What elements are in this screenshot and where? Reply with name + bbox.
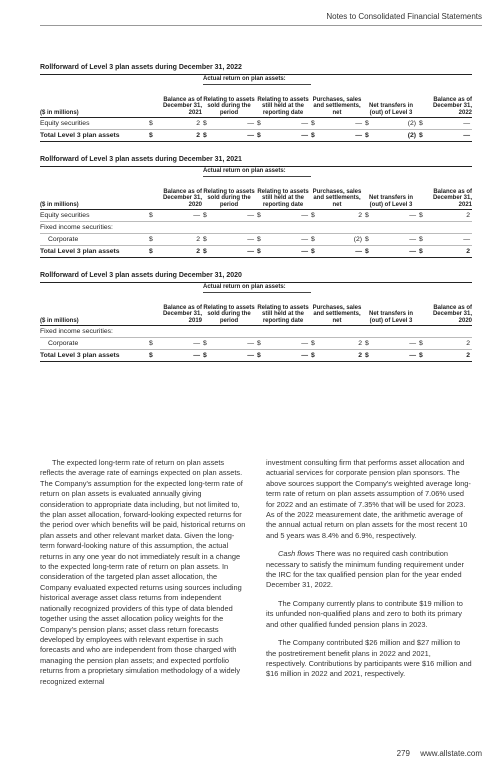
paragraph-planned-contributions: The Company currently plans to contribute $19 million to its unfunded non-qualified plans and zero to both its primary and other qualified funded pension plans in 2023. <box>266 598 463 629</box>
cell-value: — <box>409 236 416 243</box>
value-cell <box>202 212 256 219</box>
value-cell <box>310 120 364 127</box>
value-cell <box>148 352 202 359</box>
currency-symbol: $ <box>311 212 315 219</box>
column-header: Relating to assets sold during the period <box>203 96 255 116</box>
value-cell <box>364 340 418 347</box>
currency-symbol: $ <box>203 340 207 347</box>
currency-symbol: $ <box>419 236 423 243</box>
column-header: Balance as of December 31, 2019 <box>162 304 202 324</box>
value-cell <box>148 340 202 347</box>
currency-symbol: $ <box>149 340 153 347</box>
currency-symbol: $ <box>149 236 153 243</box>
currency-symbol: $ <box>419 132 423 139</box>
cell-value: — <box>301 212 308 219</box>
units-label: ($ in millions) <box>40 317 79 324</box>
group-header-label: Actual return on plan assets: <box>203 76 286 82</box>
cell-value: 2 <box>466 248 470 255</box>
cell-value: 2 <box>358 352 362 359</box>
currency-symbol: $ <box>365 236 369 243</box>
column-header-row <box>40 85 472 118</box>
cell-value: — <box>247 132 254 139</box>
cell-value: — <box>355 120 362 127</box>
cell-value: 2 <box>466 340 470 347</box>
currency-symbol: $ <box>365 120 369 127</box>
cell-value: — <box>247 212 254 219</box>
page-footer <box>389 749 482 758</box>
cell-value: — <box>301 352 308 359</box>
paragraph-expected-return: The expected long-term rate of return on plan assets reflects the average rate of earnings expected on plan assets. The Company’s assumption for the expected long-term rate of return on plan assets is evaluated annually giving consideration to appropriate data including, but not limited to, the plan asset allocation, forward-looking expected returns for the period over which benefits will be paid, historical returns on plan assets and other relevant market data. Given the long-term forward-looking nature of this assumption, the actual returns in any one year do not immediately result in a change to the expected long-term rate of return on plan assets. In consideration of the targeted plan asset allocation, the Company evaluated expected returns using sources including historical average asset class returns from independent nationally recognized providers of this type of data blended together using the asset allocation policy weights for the Company’s pension plans; asset class return forecasts developed by employees with relevant expertise in such forecasts and who are independent from those charged with managing the pension plan assets; and expected portfolio returns from a proprietary simulation methodology of a widely recognized external <box>40 458 246 686</box>
table-title: Rollforward of Level 3 plan assets during December 31, 2020 <box>40 270 472 283</box>
value-cell <box>310 340 364 347</box>
group-header-label: Actual return on plan assets: <box>203 168 286 174</box>
row-label: Equity securities <box>40 212 90 219</box>
value-cell <box>418 352 472 359</box>
value-cell <box>202 120 256 127</box>
table-row <box>40 326 472 338</box>
value-cell <box>256 340 310 347</box>
paragraph-postretirement-contributions: The Company contributed $26 million and $27 million to the postretirement benefit plans in 2022 and 2021, respectively. Contributions by participants were $16 million and $16 million in 2022 and 2021, respectively. <box>266 638 472 679</box>
cell-value: — <box>193 212 200 219</box>
cell-value: — <box>193 340 200 347</box>
cell-value: — <box>247 352 254 359</box>
currency-symbol: $ <box>257 120 261 127</box>
value-cell <box>202 132 256 139</box>
row-label: Total Level 3 plan assets <box>40 352 120 359</box>
units-label: ($ in millions) <box>40 201 79 208</box>
currency-symbol: $ <box>365 212 369 219</box>
value-cell <box>256 212 310 219</box>
currency-symbol: $ <box>203 132 207 139</box>
column-header: Balance as of December 31, 2021 <box>432 188 472 208</box>
column-header: Net transfers in (out) of Level 3 <box>368 311 413 324</box>
cell-value: 2 <box>358 340 362 347</box>
table-title: Rollforward of Level 3 plan assets during December 31, 2021 <box>40 154 472 167</box>
group-header-rule <box>203 84 311 85</box>
cell-value: — <box>301 340 308 347</box>
currency-symbol: $ <box>203 236 207 243</box>
cell-value: — <box>247 120 254 127</box>
total-row <box>40 246 472 258</box>
currency-symbol: $ <box>365 340 369 347</box>
table-row <box>40 118 472 130</box>
value-cell <box>364 120 418 127</box>
column-header: Relating to assets still held at the reporting date <box>257 304 309 324</box>
currency-symbol: $ <box>257 340 261 347</box>
value-cell <box>310 212 364 219</box>
currency-symbol: $ <box>257 212 261 219</box>
column-header: Relating to assets sold during the period <box>203 304 255 324</box>
cell-value: — <box>409 248 416 255</box>
currency-symbol: $ <box>311 120 315 127</box>
row-label: Total Level 3 plan assets <box>40 132 120 139</box>
value-cell <box>364 352 418 359</box>
cell-value: — <box>301 132 308 139</box>
cell-value: — <box>301 236 308 243</box>
cell-value: 2 <box>466 212 470 219</box>
value-cell <box>256 120 310 127</box>
column-header: Balance as of December 31, 2020 <box>162 188 202 208</box>
group-header-row <box>40 167 472 177</box>
currency-symbol: $ <box>419 120 423 127</box>
footer-site-link[interactable]: www.allstate.com <box>420 749 482 758</box>
cell-value: 2 <box>196 120 200 127</box>
currency-symbol: $ <box>203 248 207 255</box>
currency-symbol: $ <box>149 132 153 139</box>
value-cell <box>418 340 472 347</box>
paragraph-consulting-firm: investment consulting firm that performs asset allocation and actuarial services for corporate pension plan sponsors. The above sources support the Company’s weighted average long-term rate of return on plan assets assumption of 7.06% used for 2022 and an estimate of 7.35% that will be used for 2023. As of the 2022 measurement date, the arithmetic average of the annual actual return on plan assets for the most recent 10 and 5 years was 8.4% and 6.9%, respectively. <box>266 458 471 540</box>
value-cell <box>148 236 202 243</box>
cell-value: — <box>355 248 362 255</box>
currency-symbol: $ <box>203 352 207 359</box>
paragraph-cash-flows <box>266 549 472 591</box>
currency-symbol: $ <box>419 248 423 255</box>
cell-value: — <box>301 248 308 255</box>
cash-flows-heading: Cash flows <box>278 549 315 559</box>
cell-value: — <box>409 340 416 347</box>
group-header-rule <box>203 292 311 293</box>
total-row <box>40 130 472 142</box>
group-header-row <box>40 75 472 85</box>
value-cell <box>202 236 256 243</box>
value-cell <box>202 352 256 359</box>
value-cell <box>256 132 310 139</box>
currency-symbol: $ <box>365 132 369 139</box>
value-cell <box>364 212 418 219</box>
group-header-label: Actual return on plan assets: <box>203 284 286 290</box>
column-header: Balance as of December 31, 2021 <box>162 96 202 116</box>
currency-symbol: $ <box>419 212 423 219</box>
group-header-rule <box>203 176 311 177</box>
cell-value: 2 <box>196 248 200 255</box>
cell-value: — <box>463 120 470 127</box>
cell-value: 2 <box>466 352 470 359</box>
value-cell <box>418 132 472 139</box>
column-header: Balance as of December 31, 2022 <box>432 96 472 116</box>
column-header: Balance as of December 31, 2020 <box>432 304 472 324</box>
value-cell <box>364 236 418 243</box>
value-cell <box>148 120 202 127</box>
currency-symbol: $ <box>149 352 153 359</box>
value-cell <box>256 248 310 255</box>
cell-value: 2 <box>358 212 362 219</box>
column-header: Relating to assets still held at the reporting date <box>257 96 309 116</box>
row-label: Corporate <box>48 340 79 347</box>
currency-symbol: $ <box>311 132 315 139</box>
cell-value: (2) <box>407 120 416 127</box>
currency-symbol: $ <box>365 248 369 255</box>
page-header-title: Notes to Consolidated Financial Statements <box>326 12 482 21</box>
row-label: Total Level 3 plan assets <box>40 248 120 255</box>
cell-value: — <box>193 352 200 359</box>
currency-symbol: $ <box>311 340 315 347</box>
value-cell <box>310 248 364 255</box>
currency-symbol: $ <box>149 248 153 255</box>
currency-symbol: $ <box>311 352 315 359</box>
value-cell <box>310 132 364 139</box>
cell-value: (2) <box>353 236 362 243</box>
table-title: Rollforward of Level 3 plan assets during December 31, 2022 <box>40 62 472 75</box>
row-label: Fixed income securities: <box>40 328 113 335</box>
column-header-row <box>40 293 472 326</box>
column-header: Net transfers in (out) of Level 3 <box>368 103 413 116</box>
page-number: 279 <box>396 749 410 758</box>
currency-symbol: $ <box>365 352 369 359</box>
total-row <box>40 350 472 362</box>
column-header: Relating to assets still held at the reporting date <box>257 188 309 208</box>
value-cell <box>148 132 202 139</box>
table-row <box>40 234 472 246</box>
group-header-row <box>40 283 472 293</box>
table-row <box>40 222 472 234</box>
rollforward-table <box>40 154 472 258</box>
currency-symbol: $ <box>257 236 261 243</box>
row-label: Equity securities <box>40 120 90 127</box>
value-cell <box>310 236 364 243</box>
header-rule <box>40 25 482 26</box>
table-row <box>40 338 472 350</box>
currency-symbol: $ <box>203 212 207 219</box>
cell-value: — <box>409 212 416 219</box>
cell-value: — <box>355 132 362 139</box>
currency-symbol: $ <box>257 248 261 255</box>
cell-value: 2 <box>196 236 200 243</box>
value-cell <box>202 248 256 255</box>
cell-value: — <box>247 236 254 243</box>
value-cell <box>310 352 364 359</box>
cell-value: — <box>247 248 254 255</box>
column-header: Net transfers in (out) of Level 3 <box>368 195 413 208</box>
body-left-column <box>40 458 246 695</box>
cell-value: — <box>463 236 470 243</box>
column-header: Purchases, sales and settlements, net <box>312 96 362 116</box>
currency-symbol: $ <box>203 120 207 127</box>
value-cell <box>418 236 472 243</box>
table-row <box>40 210 472 222</box>
column-header: Relating to assets sold during the period <box>203 188 255 208</box>
currency-symbol: $ <box>311 236 315 243</box>
value-cell <box>364 132 418 139</box>
cell-value: — <box>463 132 470 139</box>
value-cell <box>364 248 418 255</box>
currency-symbol: $ <box>419 340 423 347</box>
cash-flows-text: There was no required cash contribution necessary to satisfy the minimum funding requirement under the IRC for the tax qualified pension plan for the year ended December 31, 2022. <box>266 549 464 590</box>
currency-symbol: $ <box>149 120 153 127</box>
currency-symbol: $ <box>149 212 153 219</box>
column-header: Purchases, sales and settlements, net <box>312 188 362 208</box>
rollforward-table <box>40 270 472 362</box>
row-label: Fixed income securities: <box>40 224 113 231</box>
units-label: ($ in millions) <box>40 109 79 116</box>
cell-value: 2 <box>196 132 200 139</box>
cell-value: — <box>247 340 254 347</box>
value-cell <box>256 236 310 243</box>
currency-symbol: $ <box>419 352 423 359</box>
value-cell <box>256 352 310 359</box>
currency-symbol: $ <box>257 132 261 139</box>
currency-symbol: $ <box>311 248 315 255</box>
value-cell <box>148 248 202 255</box>
cell-value: — <box>409 352 416 359</box>
cell-value: (2) <box>407 132 416 139</box>
value-cell <box>418 212 472 219</box>
cell-value: — <box>301 120 308 127</box>
body-right-column <box>266 458 472 688</box>
value-cell <box>202 340 256 347</box>
column-header-row <box>40 177 472 210</box>
value-cell <box>148 212 202 219</box>
value-cell <box>418 248 472 255</box>
column-header: Purchases, sales and settlements, net <box>312 304 362 324</box>
rollforward-table <box>40 62 472 142</box>
row-label: Corporate <box>48 236 79 243</box>
value-cell <box>418 120 472 127</box>
currency-symbol: $ <box>257 352 261 359</box>
